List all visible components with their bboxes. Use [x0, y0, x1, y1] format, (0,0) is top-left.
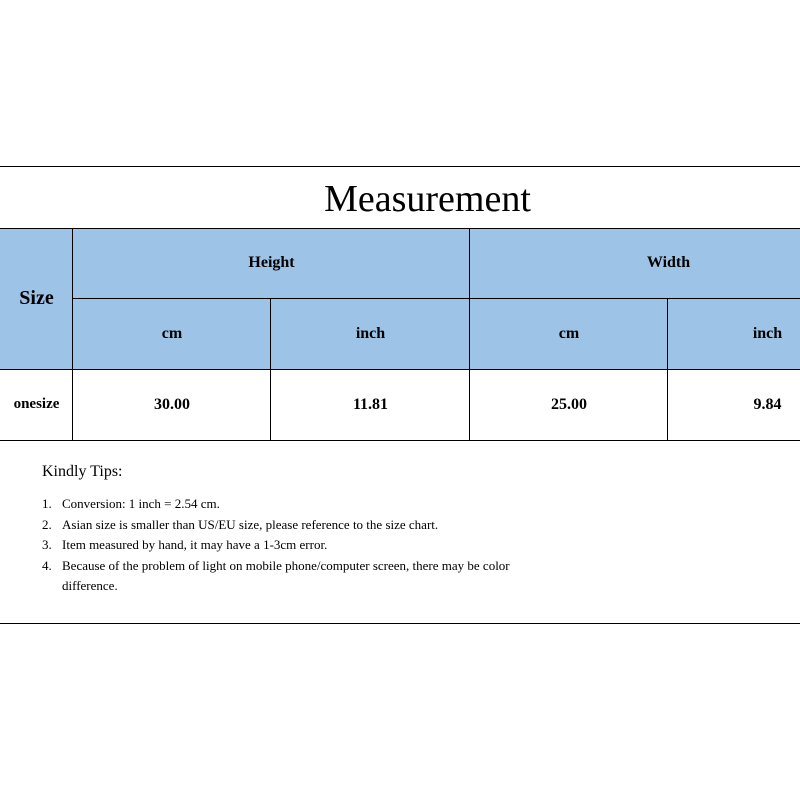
tip-text: Conversion: 1 inch = 2.54 cm.	[62, 496, 220, 511]
height-header-label: Height	[248, 254, 295, 271]
table-cell-width-inch	[668, 369, 800, 440]
size-value: onesize	[13, 396, 60, 412]
unit-header-height-inch	[271, 298, 470, 369]
list-item	[42, 515, 522, 536]
unit-header-width-inch	[668, 298, 800, 369]
table-divider	[667, 298, 668, 440]
height-header	[73, 228, 470, 298]
width-header-label: Width	[646, 254, 691, 271]
tips-title: Kindly Tips:	[42, 463, 123, 480]
cell-value: 11.81	[352, 395, 389, 413]
tip-number: 4.	[42, 557, 52, 573]
width-header	[470, 228, 800, 298]
size-cell	[0, 369, 73, 440]
unit-label: inch	[752, 324, 783, 342]
tip-text: Asian size is smaller than US/EU size, please reference to the size chart.	[62, 516, 439, 532]
table-border-top	[0, 228, 800, 229]
cell-value: 30.00	[154, 395, 190, 413]
table-cell-height-inch	[271, 369, 470, 440]
table-divider	[72, 228, 73, 440]
unit-label: cm	[161, 324, 183, 342]
page-title: Measurement	[324, 178, 531, 220]
cell-value: 25.00	[551, 395, 587, 413]
list-item	[42, 535, 522, 556]
table-divider	[0, 369, 800, 370]
table-divider	[469, 228, 470, 440]
list-item	[42, 556, 522, 597]
tip-number: 1.	[42, 496, 52, 511]
cell-value: 9.84	[753, 395, 782, 413]
table-cell-width-cm	[470, 369, 668, 440]
list-item	[42, 494, 522, 515]
table-divider	[73, 298, 800, 299]
unit-header-width-cm	[470, 298, 668, 369]
tip-number: 3.	[42, 537, 52, 552]
size-header	[0, 228, 73, 369]
tip-text: Item measured by hand, it may have a 1-3cm error.	[62, 537, 328, 552]
table-cell-height-cm	[73, 369, 271, 440]
table-border-bottom	[0, 440, 800, 441]
size-header-label: Size	[19, 287, 54, 309]
tip-number: 2.	[42, 516, 52, 532]
unit-label: inch	[355, 324, 386, 342]
unit-header-height-cm	[73, 298, 271, 369]
table-divider	[270, 298, 271, 440]
tip-text: Because of the problem of light on mobile phone/computer screen, there may be color difference.	[62, 557, 510, 593]
tips-list	[42, 494, 522, 597]
unit-label: cm	[558, 324, 580, 342]
